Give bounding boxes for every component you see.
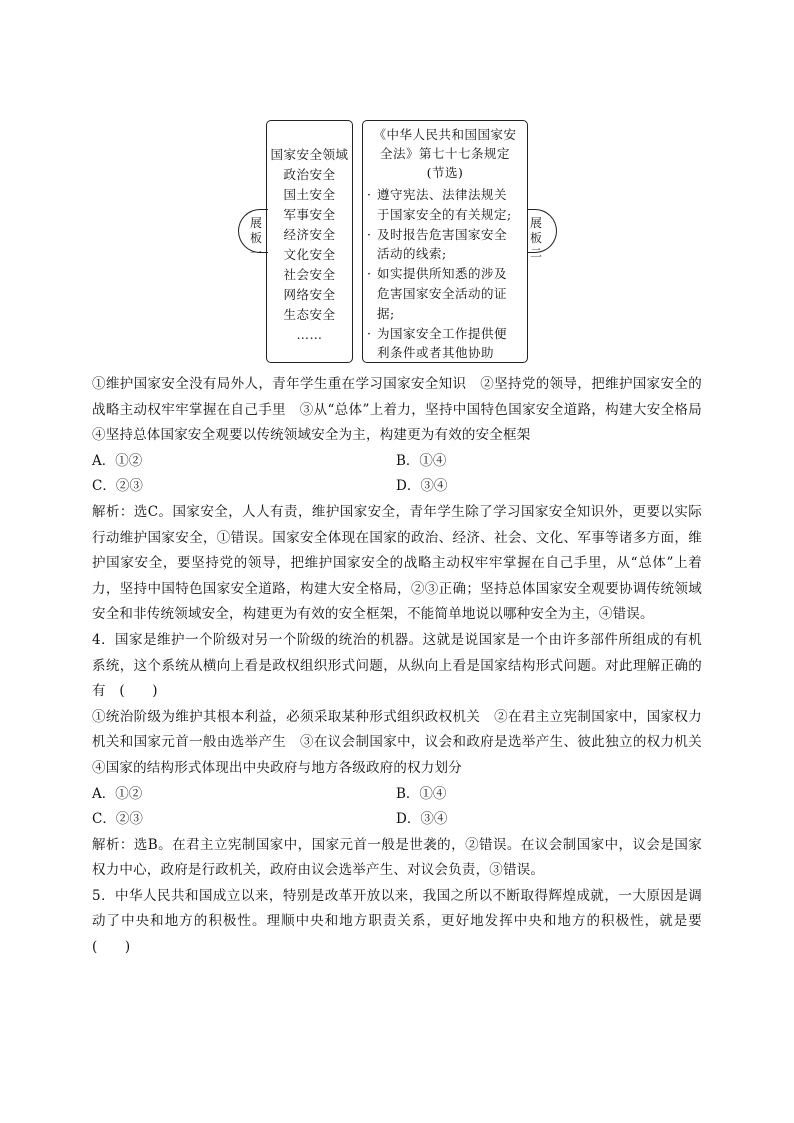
board2-line: 据;: [377, 305, 395, 321]
board2-line: 为国家安全工作提供便: [377, 325, 508, 341]
board2-line: 遵守宪法、法律法规关: [377, 187, 508, 202]
board2-tab-char: 板: [530, 231, 543, 245]
board1-item: 经济安全: [283, 227, 336, 242]
board2-item: [367, 264, 523, 323]
board2-title-line: (节选): [426, 165, 464, 180]
q4-option-d: D．③④: [396, 811, 448, 828]
board2-line: 于国家安全的有关规定;: [377, 206, 512, 222]
bullet-icon: ·: [367, 266, 372, 282]
q4-options-row2: [92, 807, 702, 833]
board1-panel: [266, 120, 353, 363]
q4-option-c: C．②③: [92, 811, 143, 828]
board1-item: 网络安全: [283, 287, 336, 302]
board1-item: 国土安全: [283, 187, 336, 202]
board1-tab-char: 一: [249, 246, 262, 260]
q3-analysis: 解析：选C。国家安全，人人有责，维护国家安全，青年学生除了学习国家安全知识外，更要以实际行动维护国家安全，①错误。国家安全体现在国家的政治、经济、社会、文化、军事等诸多方面，维护国家安全，要坚持党的领导，把维护国家安全的战略主动权牢牢掌握在自己手里，从“总体”上着力，坚持中国特色国家安全道路，构建大安全格局，②③正确；坚持总体国家安全观要协调传统领域安全和非传统领域安全，构建更为有效的安全框架，不能简单地说以哪种安全为主，④错误。: [92, 503, 702, 623]
board2-line: 如实提供所知悉的涉及: [377, 266, 508, 282]
q4-option-a: A．①②: [92, 785, 143, 802]
board1-item: 生态安全: [283, 307, 336, 322]
bullet-icon: ·: [367, 325, 372, 341]
q3-option-a: A．①②: [92, 452, 143, 469]
exhibit-figure: [0, 0, 794, 370]
board2-item: [367, 225, 523, 265]
board1-item: ……: [296, 327, 323, 342]
board2-line: 危害国家安全活动的证: [377, 285, 508, 301]
board2-tab: [527, 209, 557, 260]
q4-stem: 4．国家是维护一个阶级对另一个阶级的统治的机器。这就是说国家是一个由许多部件所组成的有机系统，这个系统从横向上看是政权组织形式问题，从纵向上看是国家结构形式问题。对此理解正确的有 ( ): [92, 631, 702, 700]
board1-item: 国家安全领域: [270, 147, 349, 162]
q3-option-c: C．②③: [92, 478, 143, 495]
board2-line: 利条件或者其他协助: [377, 345, 495, 361]
board2-title-line: 全法》第七十七条规定: [379, 146, 510, 161]
board1-item: 文化安全: [283, 247, 336, 262]
board1-list: [267, 145, 352, 345]
q4-options-row1: [92, 782, 702, 808]
board2-line: 活动的线索;: [377, 246, 447, 262]
q3-option-b: B．①④: [396, 452, 447, 469]
q3-option-d: D．③④: [396, 478, 448, 495]
board2-item: [367, 324, 523, 364]
board1-tab-char: 板: [249, 231, 262, 245]
bullet-icon: ·: [367, 226, 372, 242]
board2-line: 及时报告危害国家安全: [377, 226, 508, 242]
q5-stem: 5．中华人民共和国成立以来，特别是改革开放以来，我国之所以不断取得辉煌成就，一大原因是调动了中央和地方的积极性。理顺中央和地方职责关系，更好地发挥中央和地方的积极性，就是要( ): [92, 887, 702, 956]
q4-analysis: 解析：选B。在君主立宪制国家中，国家元首一般是世袭的，②错误。在议会制国家中，议会是国家权力中心，政府是行政机关，政府由议会选举产生、对议会负责，③错误。: [92, 836, 702, 879]
q4-statements: ①统治阶级为维护其根本利益，必须采取某种形式组织政权机关 ②在君主立宪制国家中，国家权力机关和国家元首一般由选举产生 ③在议会制国家中，议会和政府是选举产生、彼此独立的权力机关 ④国家的结构形式体现出中央政府与地方各级政府的权力划分: [92, 708, 716, 776]
board2-tab-char: 展: [530, 216, 543, 230]
board2-tab-char: 二: [530, 246, 543, 260]
board1-item: 军事安全: [283, 207, 336, 222]
board2-item: [367, 185, 523, 225]
q3-options-row2: [92, 474, 702, 500]
q3-options-row1: [92, 449, 702, 475]
q3-statements: ①维护国家安全没有局外人，青年学生重在学习国家安全知识 ②坚持党的领导，把维护国家安全的战略主动权牢牢掌握在自己手里 ③从“总体”上着力，坚持中国特色国家安全道路，构建大安全格局 ④坚持总体国家安全观要以传统领域安全为主，构建更为有效的安全框架: [92, 376, 716, 444]
question-text: [92, 372, 716, 961]
board2-list: [367, 185, 523, 363]
q4-option-b: B．①④: [396, 785, 447, 802]
board2-panel: [362, 120, 528, 363]
board1-item: 政治安全: [283, 167, 336, 182]
board2-title-line: 《中华人民共和国国家安: [373, 127, 517, 142]
board1-tab-char: 展: [249, 216, 262, 230]
bullet-icon: ·: [367, 187, 372, 202]
board1-item: 社会安全: [283, 267, 336, 282]
board2-title: [367, 125, 523, 182]
board1-tab: [238, 209, 268, 260]
